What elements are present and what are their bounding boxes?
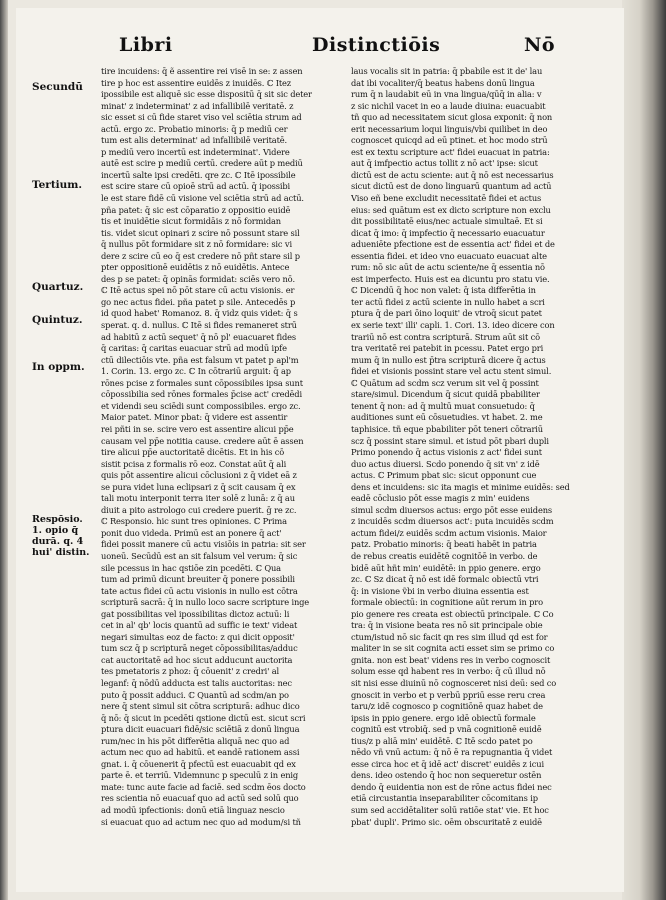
header-left: Libri xyxy=(119,34,173,56)
text-line: dat ibi vocaliter/q̄ beatus habens donū lingua xyxy=(351,77,535,88)
text-line: z incuidēs scdm diuersos act': puta incuidēs scdm xyxy=(351,516,554,527)
running-header xyxy=(16,34,624,64)
text-line: parte ē. et terriū. Videmnunc p speculū z in enig xyxy=(101,770,299,781)
text-line: pña patet: q̄ sic est cōparatio z oppositio euidē xyxy=(101,204,291,215)
margin-note-in-oppositum: In oppm. xyxy=(32,361,85,373)
header-right: Nō xyxy=(524,34,556,56)
text-line: p mediū vero incertū est indeterminat'. Videre xyxy=(101,146,290,157)
text-line: patz. Probatio minoris: q̄ beati habēt in patria xyxy=(351,539,537,550)
margin-note-responsio: Respōsio. 1. opio q̄ durā. q. 4 hui' distin. xyxy=(32,514,90,558)
text-line: aut q̄ imfpectio actus tollit z nō act' ipse: sicut xyxy=(351,158,538,169)
text-line: ctum/istud nō sic facit qn res sim illud qd est for xyxy=(351,631,548,642)
text-line: ctū dilectiōis vte. pña est falsum vt patet p apl'm xyxy=(101,354,299,365)
text-line: sperat. q. d. nullus. ℂ Itē si fides remaneret strū xyxy=(101,320,297,331)
text-line: gat possibilitas vel ipossibilitas dictoz actuū: li xyxy=(101,608,290,619)
margin-note-quintum: Quintuz. xyxy=(32,314,83,326)
text-line: est imperfecto. Huis est ea dicuntu pro statu vie. xyxy=(351,273,550,284)
text-line: taru/z idē cognosco p cognitiōnē quaz habet de xyxy=(351,701,543,712)
text-line: est scire stare cū opioē strū ad actū. q̄ ipossibi xyxy=(101,181,291,192)
left-edge-shadow xyxy=(0,0,8,900)
text-line: cat auctoritatē ad hoc sicut adducunt auctorita xyxy=(101,654,293,665)
text-line: zc. ℂ Sz dicat q̄ nō est idē formalc obiectū vtri xyxy=(351,574,539,585)
text-line: sicut dictū est de dono linguarū quantum ad actū xyxy=(351,181,552,192)
text-line: dit possibilitatē eius/nec actuale simultaē. Et si xyxy=(351,216,543,227)
text-line: nere q̄ stent simul sit cōtra scripturā: adhuc dico xyxy=(101,701,300,712)
text-line: sile pcessus in hac qstiōe zin pcedēti. ℂ Qua xyxy=(101,562,281,573)
text-line: gnat. i. q̄ cōuenerit q̄ pfectū est euacuabit qd ex xyxy=(101,758,296,769)
text-line: rōnes pcise z formales sunt cōpossibiles ipsa sunt xyxy=(101,377,303,388)
text-line: q̄: in visione ṽbi in verbo diuina essentia est xyxy=(351,585,529,596)
text-line: sic esset si cū fide staret viso vel sciētia strum ad xyxy=(101,112,302,123)
text-line: quis pōt assentire alicui cōclusioni z q̄ videt eā z xyxy=(101,470,297,481)
text-line: tum ad primū dicunt breuiter q̄ ponere possibili xyxy=(101,574,295,585)
text-line: scripturā sacrā: q̄ in nullo loco sacre scripture inge xyxy=(101,597,310,608)
text-line: des p se patet: q̄ opinās formidat: sciēs vero nō. xyxy=(101,273,295,284)
text-line: q̄ caritas: q̄ caritas euacuar strū ad modū ipfe xyxy=(101,343,287,354)
text-line: pbat' dupli'. Primo sic. oēm obscuritatē z euidē xyxy=(351,816,542,827)
text-line: ptura dicit euacuari fidē/sic sciētiā z donū lingua xyxy=(101,724,300,735)
text-line: essentia fidei. et ideo vno euacuato euacuat alte xyxy=(351,250,547,261)
text-line: trariū nō est contra scripturā. Strum aūt sit cō xyxy=(351,331,540,342)
text-line: leganf: q̄ nōdū adducta est talis auctoritas: nec xyxy=(101,677,292,688)
text-line: actus. ℂ Primum pbat sic: sicut opponunt cue xyxy=(351,470,537,481)
text-line: z sic nichil vacet in eo a laude diuina: euacuabit xyxy=(351,100,546,111)
text-line: scz q̄ possint stare simul. et istud pōt pbari dupli xyxy=(351,435,549,446)
text-line: nēdo vñ vnū actum: q̄ nō ē ra repugnantia q̄ videt xyxy=(351,747,553,758)
text-line: ℂ Quātum ad scdm scz verum sit vel q̄ possint xyxy=(351,377,539,388)
text-line: fidei et visionis possint stare vel actu stent simul. xyxy=(351,366,552,377)
text-line: et videndi seu sciēdi sunt compossibiles. ergo zc. xyxy=(101,400,301,411)
text-line: maliter in se sit cognita acti esset sim se primo co xyxy=(351,643,555,654)
text-line: ad habitū z actū sequet' q̄ nō pl' euacuaret fides xyxy=(101,331,297,342)
text-line: rum q̄ n laudabit eū in vna lingua/qūq̄ in alia: v xyxy=(351,89,542,100)
text-line: mum q̄ in nullo est p̄tra scripturā dicere q̄ actus xyxy=(351,354,546,365)
margin-note-quartum: Quartuz. xyxy=(32,281,84,293)
book-binding-edge xyxy=(622,0,666,900)
text-line: rei pñti in se. scire vero est assentire alicui pp̄e xyxy=(101,423,294,434)
text-line: gnoscit in verbo et p verbū ppriū esse reru crea xyxy=(351,689,546,700)
text-line: adueniēte pfectione est de essentia act' fidei et de xyxy=(351,239,555,250)
text-line: tali motu interponit terra iter solē z lunā: z q̄ au xyxy=(101,493,295,504)
text-line: tis et inuidētie sicut formidāis z nō formidan xyxy=(101,216,281,227)
text-line: ex serie text' illi' capli. 1. Cori. 13. ideo dicere con xyxy=(351,320,555,331)
text-line: q̄ nullus pōt formidare sit z nō formidare: sic vi xyxy=(101,239,292,250)
text-line: formale obiectū: in cognitione aūt rerum in pro xyxy=(351,597,543,608)
text-line: ponit duo videda. Primū est an ponere q̄ act' xyxy=(101,527,282,538)
text-line: auditiones sunt eū cōsuetudies. vt habet. 2. me xyxy=(351,412,543,423)
text-line: pio genere res creata est obiectū principale. ℂ Co xyxy=(351,608,554,619)
text-line: taphisice. tñ eque pbabiliter pōt teneri cōtrariū xyxy=(351,423,543,434)
text-line: dere z scire cū eo q̄ est credere nō pñt stare sil p xyxy=(101,250,300,261)
text-line: dicat q̄ imo: q̄ impfectio q̄ necessario euacuatur xyxy=(351,227,545,238)
text-line: sum sed accidētaliter solū ratiōe stat' vie. Et hoc xyxy=(351,805,549,815)
text-line: se pura videt luna eclipsari z q̄ scit causam q̄ ex xyxy=(101,481,296,492)
text-line: duo actus diuersi. Scdo ponendo q̄ sit vn' z idē xyxy=(351,458,540,469)
text-line: tenent q̄ non: ad q̄ multū muat consuetudo: q̄ xyxy=(351,400,535,411)
text-line: mate: tunc aute facie ad faciē. sed scdm ēos docto xyxy=(101,781,306,792)
text-line: Maior patet. Minor pbat: q̄ videre est assentir xyxy=(101,412,288,423)
text-line: ℂ Responsio. hic sunt tres opiniones. ℂ Prima xyxy=(101,516,287,527)
text-line: tire alicui pp̄e auctoritatē dicētis. Et in his cō xyxy=(101,447,285,458)
text-line: tes pmetatoris z phoz: q̄ cōuenit' z credri' al xyxy=(101,666,279,677)
text-line: dictū est de actu sciente: aut q̄ nō est necessarius xyxy=(351,169,554,180)
margin-note-secundum: Secundū xyxy=(32,81,83,93)
text-line: tum est alis determinat' ad infallibilē veritatē. xyxy=(101,135,288,146)
text-line: solum esse qd habent res in verbo: q̄ cū illud nō xyxy=(351,666,546,677)
text-line: ptura q̄ de pari ōino loquit' de vtroq̄ sicut patet xyxy=(351,308,542,319)
text-line: ℂ Itē actus spei nō pōt stare cū actu visionis. er xyxy=(101,285,295,296)
text-line: esse circa hoc et q̄ idē act' discret' euidēs z icui xyxy=(351,758,544,769)
text-line: dens. ideo ostendo q̄ hoc non sequeretur ostēn xyxy=(351,770,542,781)
text-line: eadē cōclusio pōt esse magis z min' euidens xyxy=(351,493,530,504)
text-line: bidē aūt hñt min' euidētē: in ppio genere. ergo xyxy=(351,562,541,573)
text-line: rum/nec in his pōt differētia aliquā nec quo ad xyxy=(101,735,290,746)
text-line: sistit pcisa z formalis rō eoz. Constat aūt q̄ ali xyxy=(101,458,287,469)
text-line: ℂ Dicendū q̄ hoc non valet: q̄ ista differētia in xyxy=(351,285,536,296)
text-line: est ex textu scripture act' fidei euacuat in patria: xyxy=(351,146,550,157)
text-line: sit nisi esse diuinū nō cognosceret nisi deū: sed co xyxy=(351,677,557,688)
text-line: cognitū est vtrobiq̄. sed p vnā cognitionē euidē xyxy=(351,724,542,735)
text-line: le est stare fidē cū visione vel sciētia strū ad actū. xyxy=(101,193,304,204)
text-line: actum fidei/z euidēs scdm actum visionis. Maior xyxy=(351,527,547,538)
text-line: ipossibile est aliquē sic esse dispositū q̄ sit sic deter xyxy=(101,89,312,100)
text-line: causam vel pp̄e notitia cause. credere aūt ē assen xyxy=(101,435,304,446)
text-column-right xyxy=(351,66,601,828)
text-line: rum: nō sic aūt de actu sciente/ne q̄ essentia nō xyxy=(351,262,545,273)
text-line: tire p hoc est assentire euidēs z inuidēs. ℂ Itez xyxy=(101,77,291,88)
text-line: puto q̄ possit adduci. ℂ Quantū ad scdm/an po xyxy=(101,689,289,700)
text-line: eius: sed quātum est ex dicto scripture non exclu xyxy=(351,204,551,215)
text-line: ter actū fidei z actū sciente in nullo habet a scri xyxy=(351,296,545,307)
text-line: uoneū. Secūdū est an sit falsum vel verum: q̄ sic xyxy=(101,550,298,561)
text-line: fidei possit manere cū actu visiōis in patria: sit ser xyxy=(101,539,306,550)
text-line: diuit a pito astrologo cui credere puerit. ḡ re zc. xyxy=(101,504,297,515)
text-line: erit necessarium loqui linguis/vbi quilibet in deo xyxy=(351,123,548,134)
text-line: minat' z indeterminat' z ad infallibilē veritatē. z xyxy=(101,100,294,111)
text-line: gnita. non est beat' videns res in verbo cognoscit xyxy=(351,654,551,665)
text-line: laus vocalis sit in patria: q̄ pbabile est it de' lau xyxy=(351,66,543,76)
text-line: tum scz q̄ p scripturā neget cōpossibilitas/adduc xyxy=(101,643,298,654)
text-line: pter oppositionē euidētis z nō euidētis. Antece xyxy=(101,262,290,273)
text-line: de rebus creatis euidētē cognitōē in verbo. de xyxy=(351,550,538,561)
text-line: simul scdm diuersos actus: ergo pōt esse euidens xyxy=(351,504,553,515)
book-page xyxy=(16,8,624,892)
text-column-left xyxy=(101,66,351,828)
text-line: tius/z p aliā min' euidētē. ℂ Itē scdo patet po xyxy=(351,735,533,746)
text-line: cognoscet quicqd ad eū ptinet. et hoc modo strū xyxy=(351,135,548,146)
text-line: tate actus fidei cū actu visionis in nullo est cōtra xyxy=(101,585,298,596)
text-line: incertū salte ipsi credēti. qre zc. ℂ Itē ipossibile xyxy=(101,169,296,180)
margin-note-tertium: Tertium. xyxy=(32,179,83,191)
text-line: actum nec quo ad habitū. et eandē rationem assi xyxy=(101,747,300,758)
text-line: dens et incuidens: sic ita magis et minime euidēs: sed xyxy=(351,481,570,492)
text-line: tra veritatē rei patebit in pcessu. Patet ergo pri xyxy=(351,343,544,354)
text-line: 1. Corin. 13. ergo zc. ℂ In cōtrariū arguit: q̄ ap xyxy=(101,366,291,377)
text-line: ad modū ipfectionis: donū etiā linguaz nescio xyxy=(101,805,285,815)
text-line: q̄ nō: q̄ sicut in pcedēti qstione dictū est. sicut scri xyxy=(101,712,306,723)
text-line: ipsis in ppio genere. ergo idē obiectū formale xyxy=(351,712,536,723)
text-line: res scientia nō euacuaf quo ad actū sed solū quo xyxy=(101,793,299,804)
text-line: id quod habet' Romanoz. 8. q̄ vidz quis videt: q̄ s xyxy=(101,308,298,319)
text-line: stare/simul. Dicendum q̄ sicut quidā pbabiliter xyxy=(351,389,540,400)
header-center: Distinctiōis xyxy=(312,34,441,56)
text-line: go nec actus fidei. pña patet p sile. Antecedēs p xyxy=(101,296,296,307)
text-line: negari simultas eoz de facto: z qui dicit opposit' xyxy=(101,631,295,642)
text-line: autē est scire p mediū certū. credere aūt p mediū xyxy=(101,158,303,169)
text-line: etiā circustantia inseparabiliter cōcomitans ip xyxy=(351,793,538,804)
text-line: tis. videt sicut opinari z scire nō possunt stare sil xyxy=(101,227,300,238)
text-line: Viso eñ bene excludit necessitatē fidei et actus xyxy=(351,193,542,204)
text-line: Primo ponendo q̄ actus visionis z act' fidei sunt xyxy=(351,447,542,458)
text-line: cet in al' qb' locis quantū ad suffic ie text' videat xyxy=(101,620,298,631)
text-line: tra: q̄ in visione beata res nō sit principale obie xyxy=(351,620,543,631)
text-line: si euacuat quo ad actum nec quo ad modum/si tñ xyxy=(101,816,301,827)
text-line: actū. ergo zc. Probatio minoris: q̄ p mediū cer xyxy=(101,123,288,134)
text-line: dendo q̄ euidentia non est de rōne actus fidei nec xyxy=(351,781,552,792)
text-line: tñ quo ad necessitatem sicut glosa exponit: q̄ non xyxy=(351,112,553,123)
text-line: tire incuidens: q̄ ẽ assentire rei visē in se: z assen xyxy=(101,66,303,76)
text-line: cōpossibilia sed rōnes formales p̄cise act' credēdi xyxy=(101,389,302,400)
